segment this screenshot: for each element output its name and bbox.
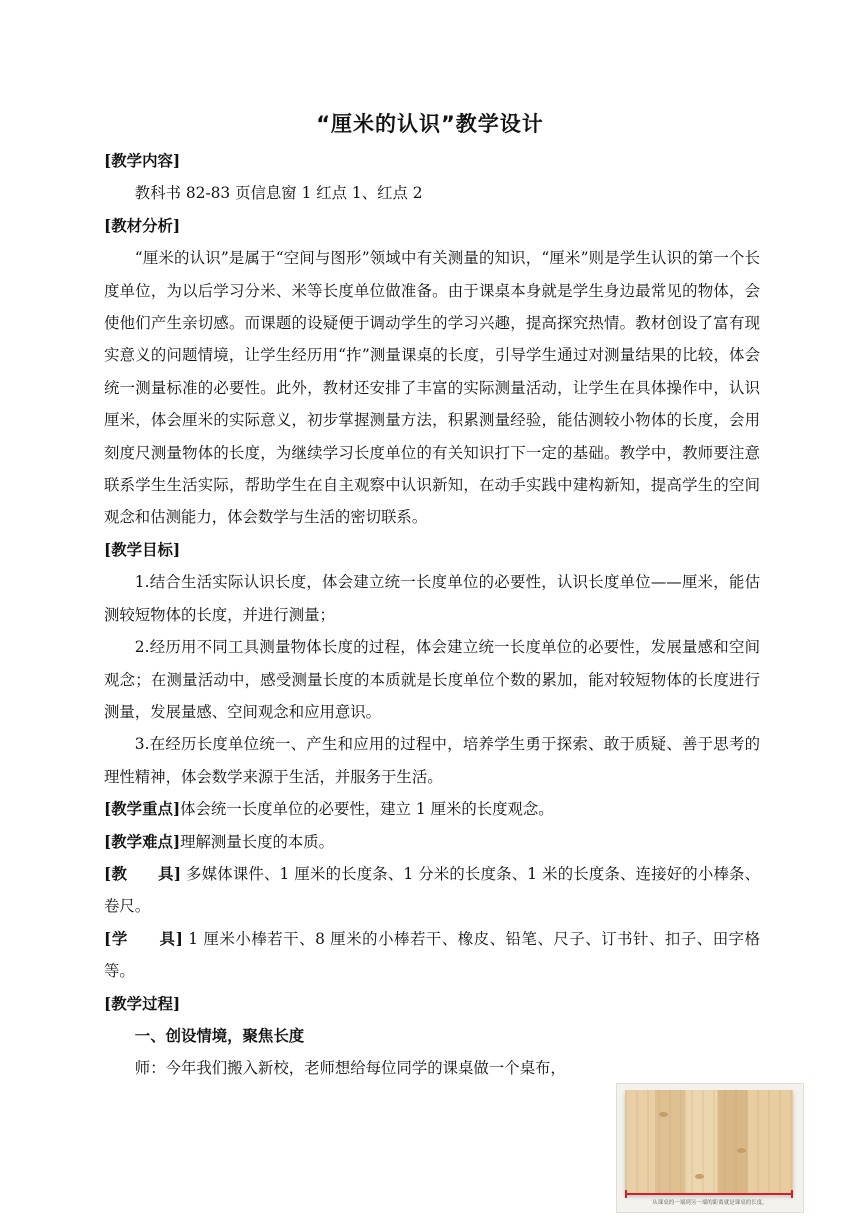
teacher-tools-text: 多媒体课件、1 厘米的长度条、1 分米的长度条、1 米的长度条、连接好的小棒条、卷尺。 [104, 864, 760, 916]
difficulty-text: 理解测量长度的本质。 [180, 832, 335, 851]
section-heading-difficulty: [教学难点] [104, 832, 181, 851]
key-point-line [104, 793, 760, 825]
section-heading-analysis: [教材分析] [104, 216, 181, 235]
photo-caption: 从课桌的一端到另一端的距离就是课桌的长度。 [652, 1200, 768, 1206]
step1-text: 师：今年我们搬入新校，老师想给每位同学的课桌做一个桌布， [134, 1059, 566, 1078]
section-heading-goals: [教学目标] [104, 540, 181, 559]
wood-knot [659, 1112, 668, 1117]
section-heading-content: [教学内容] [104, 152, 181, 170]
student-tools-text: 1 厘米小棒若干、8 厘米的小棒若干、橡皮、铅笔、尺子、订书针、扣子、田字格等。 [104, 929, 760, 981]
wood-knot [737, 1148, 746, 1153]
teacher-tools-line [104, 858, 760, 923]
section-heading-key: [教学重点] [104, 800, 181, 819]
goal-item-3: 3.在经历长度单位统一、产生和应用的过程中，培养学生勇于探索、敢于质疑、善于思考的理性精神，体会数学来源于生活，并服务于生活。 [104, 735, 760, 786]
section-heading-process: [教学过程] [104, 994, 181, 1013]
key-point-text: 体会统一长度单位的必要性，建立 1 厘米的长度观念。 [180, 800, 554, 819]
analysis-text: “厘米的认识”是属于“空间与图形”领域中有关测量的知识，“厘米”则是学生认识的第一个长度单位，为以后学习分米、米等长度单位做准备。由于课桌本身就是学生身边最常见的物体，会使他们产生亲切感。而课题的设疑便于调动学生的学习兴趣，提高探究热情。教材创设了富有现实意义的问题情境，让学生经历用“拃”测量课桌的长度，引导学生通过对测量结果的比较，体会统一测量标准的必要性。此外，教材还安排了丰富的实际测量活动，让学生在具体操作中，认识厘米，体会厘米的实际意义，初步掌握测量方法，积累测量经验，能估测较小物体的长度，会用刻度尺测量物体的长度，为继续学习长度单位的有关知识打下一定的基础。教学中，教师要注意联系学生生活实际，帮助学生在自主观察中认识新知，在动手实践中建构新知，提高学生的空间观念和估测能力，体会数学与生活的密切联系。 [104, 249, 760, 527]
section-heading-teacher-tools: [教 具] [104, 864, 182, 883]
section-heading-student-tools: [学 具] [104, 929, 183, 948]
step1-title: 一、创设情境，聚焦长度 [134, 1026, 305, 1045]
length-measure-line [625, 1193, 793, 1195]
desk-photo [616, 1083, 804, 1213]
desk-surface [625, 1090, 793, 1194]
document-body [104, 145, 760, 1085]
student-tools-line [104, 923, 760, 988]
goal-item-2: 2.经历用不同工具测量物体长度的过程，体会建立统一长度单位的必要性，发展量感和空间观念；在测量活动中，感受测量长度的本质就是长度单位个数的累加，能对较短物体的长度进行测量，发展量感、空间观念和应用意识。 [104, 638, 760, 721]
difficulty-line [104, 826, 760, 858]
goal-item-1: 1.结合生活实际认识长度，体会建立统一长度单位的必要性，认识长度单位——厘米，能估测较短物体的长度，并进行测量； [104, 573, 760, 624]
page-title: “厘米的认识”教学设计 [316, 112, 544, 136]
wood-knot [695, 1174, 704, 1179]
content-text: 教科书 82-83 页信息窗 1 红点 1、红点 2 [134, 184, 423, 203]
